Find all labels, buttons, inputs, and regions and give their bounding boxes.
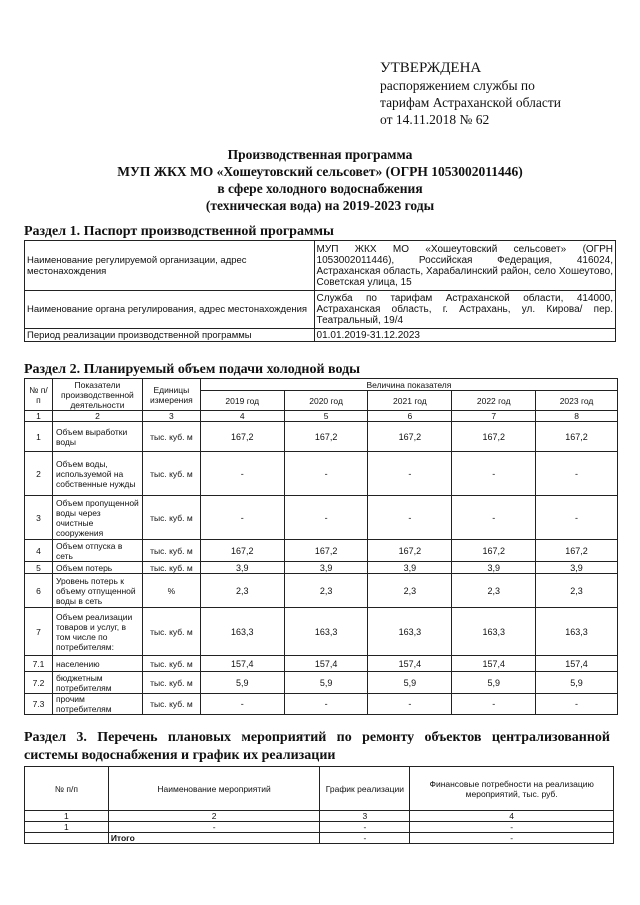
row-unit: тыс. куб. м bbox=[142, 672, 200, 694]
row-year-value: 167,2 bbox=[284, 540, 368, 562]
row-indicator-name: бюджетным потребителям bbox=[52, 672, 142, 694]
row-unit: тыс. куб. м bbox=[142, 694, 200, 715]
section-3-heading-line-2: системы водоснабжения и график их реализации bbox=[24, 748, 336, 763]
header-measure-name: Наименование мероприятий bbox=[108, 767, 320, 811]
row-year-value: 163,3 bbox=[284, 608, 368, 656]
table-row bbox=[25, 496, 618, 540]
row-indicator-name: Объем отпуска в сеть bbox=[52, 540, 142, 562]
column-number: 4 bbox=[200, 411, 284, 422]
approval-title: УТВЕРЖДЕНА bbox=[380, 60, 482, 76]
column-number: 1 bbox=[25, 411, 53, 422]
row-finance: - bbox=[410, 833, 614, 844]
row-year-value: - bbox=[536, 694, 618, 715]
table-row bbox=[25, 608, 618, 656]
row-year-value: 3,9 bbox=[368, 562, 452, 574]
row-unit: тыс. куб. м bbox=[142, 656, 200, 672]
column-number: 6 bbox=[368, 411, 452, 422]
row-year-value: - bbox=[368, 452, 452, 496]
row-unit: тыс. куб. м bbox=[142, 608, 200, 656]
column-number: 3 bbox=[142, 411, 200, 422]
column-number: 4 bbox=[410, 811, 614, 822]
row-year-value: - bbox=[368, 496, 452, 540]
row-year-value: 3,9 bbox=[200, 562, 284, 574]
program-title-line-4: (техническая вода) на 2019-2023 годы bbox=[205, 198, 435, 213]
table-row bbox=[25, 422, 618, 452]
table-row bbox=[25, 822, 614, 833]
row-indicator-name: Объем воды, используемой на собственные нужды bbox=[52, 452, 142, 496]
row-year-value: 2,3 bbox=[200, 574, 284, 608]
row-year-value: - bbox=[536, 452, 618, 496]
row-num: 7.3 bbox=[25, 694, 53, 715]
header-year: 2022 год bbox=[452, 391, 536, 411]
header-num: № п/п bbox=[25, 379, 53, 411]
column-number: 7 bbox=[452, 411, 536, 422]
water-volume-table bbox=[24, 378, 618, 715]
table-row bbox=[25, 540, 618, 562]
column-number: 2 bbox=[108, 811, 320, 822]
row-year-value: 5,9 bbox=[200, 672, 284, 694]
program-title-line-2: МУП ЖКХ МО «Хошеутовский сельсовет» (ОГРН 1053002011446) bbox=[117, 164, 523, 179]
row-num: 7 bbox=[25, 608, 53, 656]
row-year-value: 5,9 bbox=[452, 672, 536, 694]
row-year-value: 157,4 bbox=[368, 656, 452, 672]
row-num: 2 bbox=[25, 452, 53, 496]
program-title-line-3: в сфере холодного водоснабжения bbox=[217, 181, 423, 196]
table-header-row bbox=[25, 767, 614, 811]
table-row bbox=[25, 562, 618, 574]
row-num: 5 bbox=[25, 562, 53, 574]
passport-row bbox=[25, 241, 616, 291]
row-year-value: 167,2 bbox=[536, 540, 618, 562]
total-row bbox=[25, 833, 614, 844]
header-schedule: График реализации bbox=[320, 767, 410, 811]
row-finance: - bbox=[410, 822, 614, 833]
table-row bbox=[25, 656, 618, 672]
approval-line-1: распоряжением службы по bbox=[380, 78, 535, 93]
program-title bbox=[0, 146, 640, 214]
table-row bbox=[25, 574, 618, 608]
row-year-value: - bbox=[452, 452, 536, 496]
section-1-heading: Раздел 1. Паспорт производственной программы bbox=[24, 224, 334, 239]
section-3-heading-line-1: Раздел 3. Перечень плановых мероприятий по ремонту объектов централизованной bbox=[24, 730, 610, 745]
program-title-line-1: Производственная программа bbox=[227, 147, 413, 162]
row-unit: % bbox=[142, 574, 200, 608]
row-year-value: - bbox=[536, 496, 618, 540]
passport-value: МУП ЖКХ МО «Хошеутовский сельсовет» (ОГРН 1053002011446), Российская Федерация, 416024, Астраханская область, Харабалинский район, село Хошеутово, Советская улица, 15 bbox=[314, 241, 615, 291]
section-2-heading: Раздел 2. Планируемый объем подачи холодной воды bbox=[24, 362, 361, 377]
approval-stamp bbox=[380, 60, 561, 128]
row-year-value: 167,2 bbox=[536, 422, 618, 452]
row-indicator-name: Объем выработки воды bbox=[52, 422, 142, 452]
row-num bbox=[25, 833, 109, 844]
row-schedule: - bbox=[320, 833, 410, 844]
row-schedule: - bbox=[320, 822, 410, 833]
row-year-value: 2,3 bbox=[284, 574, 368, 608]
passport-label: Период реализации производственной программы bbox=[25, 329, 315, 342]
table-row bbox=[25, 694, 618, 715]
row-year-value: 157,4 bbox=[284, 656, 368, 672]
row-year-value: 157,4 bbox=[200, 656, 284, 672]
column-number: 5 bbox=[284, 411, 368, 422]
row-year-value: - bbox=[200, 694, 284, 715]
row-num: 7.1 bbox=[25, 656, 53, 672]
row-year-value: 5,9 bbox=[536, 672, 618, 694]
column-number-row bbox=[25, 811, 614, 822]
header-year: 2021 год bbox=[368, 391, 452, 411]
header-indicator: Показатели производственной деятельности bbox=[52, 379, 142, 411]
row-indicator-name: Уровень потерь к объему отпущенной воды в сеть bbox=[52, 574, 142, 608]
header-year: 2019 год bbox=[200, 391, 284, 411]
row-unit: тыс. куб. м bbox=[142, 562, 200, 574]
row-year-value: - bbox=[452, 694, 536, 715]
row-num: 3 bbox=[25, 496, 53, 540]
row-year-value: 5,9 bbox=[284, 672, 368, 694]
row-year-value: 167,2 bbox=[452, 540, 536, 562]
row-indicator-name: населению bbox=[52, 656, 142, 672]
row-year-value: - bbox=[368, 694, 452, 715]
row-unit: тыс. куб. м bbox=[142, 422, 200, 452]
row-year-value: 2,3 bbox=[368, 574, 452, 608]
row-year-value: 167,2 bbox=[200, 540, 284, 562]
header-year: 2020 год bbox=[284, 391, 368, 411]
row-year-value: - bbox=[452, 496, 536, 540]
row-unit: тыс. куб. м bbox=[142, 496, 200, 540]
row-year-value: 167,2 bbox=[368, 422, 452, 452]
header-num: № п/п bbox=[25, 767, 109, 811]
row-num: 1 bbox=[25, 422, 53, 452]
row-year-value: 157,4 bbox=[536, 656, 618, 672]
row-year-value: 167,2 bbox=[284, 422, 368, 452]
row-year-value: - bbox=[284, 496, 368, 540]
row-year-value: 167,2 bbox=[452, 422, 536, 452]
passport-table bbox=[24, 240, 616, 342]
row-year-value: 163,3 bbox=[536, 608, 618, 656]
row-year-value: 163,3 bbox=[368, 608, 452, 656]
row-indicator-name: прочим потребителям bbox=[52, 694, 142, 715]
passport-row bbox=[25, 329, 616, 342]
row-year-value: 3,9 bbox=[284, 562, 368, 574]
row-year-value: - bbox=[200, 496, 284, 540]
row-year-value: 3,9 bbox=[452, 562, 536, 574]
header-year: 2023 год bbox=[536, 391, 618, 411]
approval-line-3: от 14.11.2018 № 62 bbox=[380, 112, 490, 127]
row-year-value: 2,3 bbox=[452, 574, 536, 608]
row-num: 6 bbox=[25, 574, 53, 608]
row-unit: тыс. куб. м bbox=[142, 452, 200, 496]
row-indicator-name: Объем потерь bbox=[52, 562, 142, 574]
column-number: 8 bbox=[536, 411, 618, 422]
row-year-value: 163,3 bbox=[452, 608, 536, 656]
row-year-value: 5,9 bbox=[368, 672, 452, 694]
row-year-value: 167,2 bbox=[200, 422, 284, 452]
row-unit: тыс. куб. м bbox=[142, 540, 200, 562]
passport-row bbox=[25, 291, 616, 329]
header-unit: Единицы измерения bbox=[142, 379, 200, 411]
approval-line-2: тарифам Астраханской области bbox=[380, 95, 562, 110]
row-indicator-name: Объем пропущенной воды через очистные сооружения bbox=[52, 496, 142, 540]
row-year-value: - bbox=[284, 694, 368, 715]
row-year-value: 157,4 bbox=[452, 656, 536, 672]
row-year-value: 163,3 bbox=[200, 608, 284, 656]
row-year-value: 3,9 bbox=[536, 562, 618, 574]
row-year-value: 2,3 bbox=[536, 574, 618, 608]
repair-plan-table bbox=[24, 766, 614, 844]
table-header-row bbox=[25, 379, 618, 391]
row-num: 4 bbox=[25, 540, 53, 562]
passport-value: 01.01.2019-31.12.2023 bbox=[314, 329, 615, 342]
column-number-row bbox=[25, 411, 618, 422]
row-year-value: 167,2 bbox=[368, 540, 452, 562]
column-number: 2 bbox=[52, 411, 142, 422]
row-measure-name: - bbox=[108, 822, 320, 833]
table-row bbox=[25, 452, 618, 496]
row-indicator-name: Объем реализации товаров и услуг, в том числе по потребителям: bbox=[52, 608, 142, 656]
table-row bbox=[25, 672, 618, 694]
header-finance: Финансовые потребности на реализацию мероприятий, тыс. руб. bbox=[410, 767, 614, 811]
passport-value: Служба по тарифам Астраханской области, 414000, Астраханская область, г. Астрахань, ул. Кирова/ пер. Театральный, 19/4 bbox=[314, 291, 615, 329]
column-number: 3 bbox=[320, 811, 410, 822]
row-year-value: - bbox=[284, 452, 368, 496]
column-number: 1 bbox=[25, 811, 109, 822]
row-num: 1 bbox=[25, 822, 109, 833]
row-total-label: Итого bbox=[108, 833, 320, 844]
row-num: 7.2 bbox=[25, 672, 53, 694]
header-value-group: Величина показателя bbox=[200, 379, 617, 391]
passport-label: Наименование органа регулирования, адрес местонахождения bbox=[25, 291, 315, 329]
row-year-value: - bbox=[200, 452, 284, 496]
passport-label: Наименование регулируемой организации, адрес местонахождения bbox=[25, 241, 315, 291]
